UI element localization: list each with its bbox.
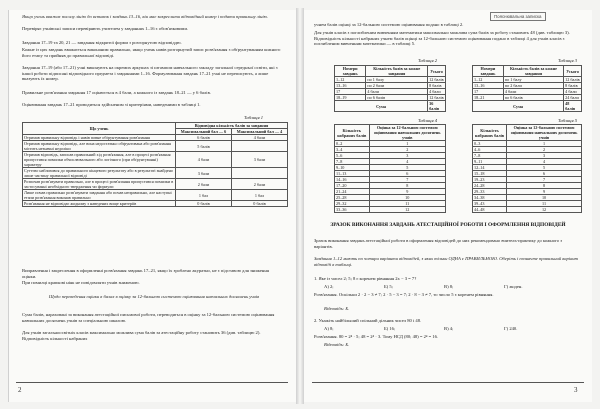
intro-line-2: Перевіряє учнівські записи перевіряють учителем у завданнях 1–16 є обов'язковими. (22, 26, 189, 31)
table-cell: 44–48 (473, 207, 507, 213)
table-cell: Сума (473, 101, 564, 112)
paragraph: Кожне із цих завдань вважається виконаним правильно, якщо учень навів розгорнутий запис розв'язання з обґрунтуванням кожного його етапу та прийняв до правильної відповіді. (22, 47, 281, 58)
task-1-answer: Відповідь: Б. (324, 306, 350, 311)
table-cell: 9–11 (473, 159, 507, 165)
table3-caption: Таблиця 3 (558, 58, 578, 63)
table-cell: 12–14 (473, 165, 507, 171)
table-cell: 3 (507, 153, 582, 159)
table1-caption: Таблиця 1 (244, 115, 264, 120)
table-header: Кількість балів за кожне завдання (366, 66, 428, 77)
table-cell: 29–32 (335, 201, 370, 207)
points-table-standard (334, 65, 446, 112)
task-1-question: 1. Яке із чисел 2; 5; 8 є коренем рівняння 2x − 3 = 7? (314, 276, 417, 281)
part-instruction: Завдання 1–12 мають по чотири варіанти відповідей, з яких тільки ОДНА є ПРАВИЛЬНОЮ. Оберіть і позначте правильний варіант відповіді в таблиці. (314, 256, 578, 267)
table-header: Кількість набраних балів (473, 125, 507, 141)
table-cell: 12 (369, 207, 446, 213)
table-row (473, 207, 582, 213)
table-cell: 4 бали (428, 89, 446, 95)
table-cell: 0–3 (473, 141, 507, 147)
table-cell: 12 (507, 207, 582, 213)
table-header: Оцінка за 12-бальною системою оцінювання навчальних досягнень учнів (507, 125, 582, 141)
table-cell: 4 бали (232, 135, 288, 141)
table-cell: 0 балів (176, 201, 232, 207)
table-row (335, 101, 446, 112)
closing-paragraph: Для учнів загальноосвітніх класів максимально можлива сума балів за атестаційну роботу становить 36 (див. таблицю 2). Відповідність кількості набраних (22, 330, 261, 341)
task-1-option: В) 8; (444, 284, 454, 289)
table-cell: 33–36 (335, 207, 370, 213)
table-cell: 17 (473, 89, 504, 95)
left-page (8, 10, 296, 402)
table-row (335, 207, 446, 213)
table-cell: 11–13 (335, 171, 370, 177)
table-cell: 18–21 (473, 95, 504, 101)
table-cell: 4 бали (564, 89, 582, 95)
table-cell: 2 бали (232, 179, 288, 190)
table-cell: 1 (507, 141, 582, 147)
intro-line-1: Якщо учень вважає посилу лінію до вставок і завдань 13–16, він має закреслити відповідний номер і подати правильну лінію. (22, 14, 269, 19)
italic-heading: Щодо переведення оцінки в балах в оцінку за 12-бальною системою оцінювання навчальних досягнень учнів (48, 294, 260, 299)
table-cell: 4 бали (503, 89, 563, 95)
right-page (304, 10, 592, 402)
table-row (23, 168, 288, 179)
paragraph: Оцінювання завдань 17–21 проводиться здійсненим зі критеріями, наведеними в таблиці 1. (22, 102, 201, 107)
grade-conversion-table-standard (334, 124, 446, 213)
page-number: 2 (18, 386, 22, 394)
table-header: Оцінка за 12-бальною системою оцінювання навчальних досягнень учнів (369, 125, 446, 141)
table-cell: 7–8 (335, 159, 370, 165)
table-header: Усього (428, 66, 446, 77)
after-line: При помилці крапкові ніяк не повідомляти учнів зниженою. (22, 280, 140, 285)
table-cell: 3 (369, 153, 446, 159)
table-cell: 9–10 (335, 165, 370, 171)
table-cell: 1 бал (232, 190, 288, 201)
table-row (23, 152, 288, 168)
table-cell: 21–24 (335, 189, 370, 195)
task-2-option: В) 4; (444, 326, 454, 331)
table-cell: 5 (369, 165, 446, 171)
table-cell: Суттєво наблизився до правильного кінцевого результату або в результаті знайдено лише частину правильної відповіді (23, 168, 176, 179)
table-cell: 6 балів (176, 135, 232, 141)
section-header-badge: Пояснювальна записка (490, 12, 546, 21)
task-2-question: 2. Укажіть найбільший спільний дільник чисел 80 і 48. (314, 318, 422, 323)
task-1-option: Б) 5; (384, 284, 393, 289)
table-cell: 5 балів (176, 141, 232, 152)
table-cell: 19–23 (473, 177, 507, 183)
table-cell: 1 бал (176, 190, 232, 201)
table-cell: 24–28 (473, 183, 507, 189)
table-cell: 8 балів (428, 83, 446, 89)
paragraph: Правильне розв'язання завдання 17 оцінюється в 4 бали, а кожного із завдань 18–21 — у 6 балів. (22, 90, 211, 95)
task-2-solution: Розв'язання. 80 = 2⁴ · 5; 48 = 2⁴ · 3. Тому НСД (80; 48) = 2⁴ = 16. (314, 334, 439, 339)
table-cell: 10 (507, 195, 582, 201)
table-cell: 12 балів (565, 77, 580, 82)
points-table-advanced (472, 65, 582, 112)
table-cell: 1–12 (473, 77, 504, 83)
table-cell: 4 бали (176, 152, 232, 168)
table-cell: 12 балів (429, 77, 444, 82)
table5-caption: Таблиця 5 (558, 118, 578, 123)
table-cell: 15–18 (473, 171, 507, 177)
table-cell: по 6 балів (503, 95, 563, 101)
table-cell: 5 (507, 165, 582, 171)
table-cell: 4–6 (473, 147, 507, 153)
table-cell: Отримав правильну відповідь, але вона недостатньо обґрунтована або розв'язання містить незначні недоліки (23, 141, 176, 152)
table4-caption: Таблиця 4 (418, 118, 438, 123)
table-cell (232, 141, 288, 152)
table-cell: Сума (335, 101, 428, 112)
task-2-option: Б) 16; (384, 326, 396, 331)
table-cell: 24 бали (564, 95, 582, 101)
table-cell: 9 (507, 189, 582, 195)
table-cell: 2 (369, 147, 446, 153)
table-cell: 3 бали (232, 152, 288, 168)
table-cell: 11 (369, 201, 446, 207)
paragraph: Завдання 17–19 та 20, 21 — завдання відкритої форми з розгорнутою відповіддю. (22, 40, 182, 45)
table-header: Номери завдань (473, 66, 504, 77)
table-cell: 8 (369, 183, 446, 189)
table-cell: Лише почав правильно розв'язувати завдання або почав неправильно, але наступні етапи розв'язання виконав правильно (23, 190, 176, 201)
table-cell: 17 (335, 89, 366, 95)
table-cell: 4 (507, 159, 582, 165)
table1-header: Максимальний бал — 6 (176, 129, 232, 135)
intro-line: Для учнів класів з поглибленим вивченням математики максимально можлива сума балів за роботу становить 48 (див. таблицю 3). Відповідність кількості набраних учнем балів оцінці за 12-бальною системою оцінювання подано в таблиці 4 для учнів класів з поглибленим вивченням математики — в таблиці 5. (314, 30, 570, 47)
table-header: Усього (564, 66, 582, 77)
task-1-solution: Розв'язання. Оскільки 2 · 2 − 3 ≠ 7; 2 · 5 − 3 = 7; 2 · 8 − 3 ≠ 7, то число 5 є коренем рівняння. (314, 292, 494, 297)
table-cell: по 6 балів (366, 95, 428, 101)
table-cell: 8 балів (564, 83, 582, 89)
table-cell: Розпочав розв'язувати правильно, але в процесі розв'язання припустився помилки в застосуванні необхідного твердження чи формули (23, 179, 176, 190)
task-2-option: Г) 240. (504, 326, 518, 331)
table-cell: 2 бали (176, 179, 232, 190)
table-cell: 8 (507, 183, 582, 189)
table-cell: 7 (369, 177, 446, 183)
table-cell: 5–6 (335, 153, 370, 159)
table-cell: Отримав правильну відповідь і навів повне обґрунтування розв'язання (23, 135, 176, 141)
table-cell: 4 (369, 159, 446, 165)
task-2-answer: Відповідь: Б. (324, 342, 350, 347)
table-cell: 10 (369, 195, 446, 201)
task-2-option: А) 8; (324, 326, 334, 331)
table-header: Номери завдань (335, 66, 366, 77)
table-cell: по 1 балу (366, 77, 428, 83)
table-cell: 7–8 (473, 153, 507, 159)
table-cell: 7 (507, 177, 582, 183)
task-1-option: А) 2; (324, 284, 334, 289)
table-cell: 36 балів (428, 101, 446, 112)
table-row (23, 141, 288, 152)
table-cell: 6 (507, 171, 582, 177)
table-cell: 6 (369, 171, 446, 177)
footer-rule (16, 382, 288, 383)
table-row (23, 201, 288, 207)
paragraph: Завдання 17–19 (або 17–21) учні виконують на окремих аркушах зі штампом навчального закладу загальної середньої освіти, які з іншої роботи підписані відповідного предмета і завданнями 1–16. Формулювання завдань 17–21 учні не переписують, а лише вказують їх номер. (22, 65, 278, 82)
table-row (23, 179, 288, 190)
after-line: Виправлення і закреслення в оформленні розв'язання завдань 17–21, якщо їх зроблено акуратно, не є підставою для зниження оцінки. (22, 268, 269, 279)
task-1-option: Г) жоден. (504, 284, 523, 289)
closing-paragraph: Сума балів, нараховані за виконання атестаційної письмової роботи, переводяться в оцінку за 12-бальною системою оцінювання навчальних досягнень учнів за спеціальною шкалою. (22, 312, 275, 323)
grade-conversion-table-advanced (472, 124, 582, 213)
section-intro: Зразок виконання завдань атестаційної роботи в оформлення відповідей до них рекомендовано вчитель-практику до кожного з варіантів. (314, 238, 563, 249)
table-cell: 4 бали (366, 89, 428, 95)
table-header: Кількість набраних балів (335, 125, 370, 141)
section-title: ЗРАЗОК ВИКОНАННЯ ЗАВДАНЬ АТЕСТАЦІЙНОЇ РОБОТИ І ОФОРМЛЕННЯ ВІДПОВІДЕЙ (330, 222, 566, 228)
table-cell: 0 балів (232, 201, 288, 207)
table-cell: по 1 балу (503, 77, 563, 83)
table-cell: по 2 бали (366, 83, 428, 89)
table-cell: 11 (507, 201, 582, 207)
table-cell: 12 балів (429, 95, 444, 100)
table-cell: 3–4 (335, 147, 370, 153)
table1-header: Відповідна кількість балів за завдання (176, 123, 288, 129)
table-cell: по 2 бали (503, 83, 563, 89)
table-cell (232, 168, 288, 179)
footer-rule (312, 382, 584, 383)
table-cell: 9 (369, 189, 446, 195)
table-cell: 3 бали (176, 168, 232, 179)
table-cell: 39–43 (473, 201, 507, 207)
table-cell: 14–16 (335, 177, 370, 183)
table-cell: 48 балів (564, 101, 582, 112)
table-cell: 1–12 (335, 77, 366, 83)
table1-header: Що учень (23, 123, 176, 135)
page-number: 3 (574, 386, 578, 394)
table-cell: 17–20 (335, 183, 370, 189)
table-cell: 34–38 (473, 195, 507, 201)
intro-line: учнем балів оцінці за 12-бальною системою оцінювання подано в таблиці 2. (314, 22, 464, 27)
table1-header: Максимальний бал — 4 (232, 129, 288, 135)
table-cell: 0–2 (335, 141, 370, 147)
table-row (23, 190, 288, 201)
table2-caption: Таблиця 2 (418, 58, 438, 63)
table-cell: 29–33 (473, 189, 507, 195)
book-gutter (296, 8, 304, 404)
table-cell: 18–19 (335, 95, 366, 101)
table-header: Кількість балів за кожне завдання (503, 66, 563, 77)
table-cell: 13–16 (335, 83, 366, 89)
table-cell: 13–16 (473, 83, 504, 89)
scoring-criteria-table (22, 122, 288, 207)
table-cell: 2 (507, 147, 582, 153)
table-cell: Отримав відповідь, записав правильний хід розв'язання, але в процесі розв'язання припустився помилки обчислювального або логічного (при обґрунтуванні) характеру (23, 152, 176, 168)
table-cell: 1 (369, 141, 446, 147)
table-row (473, 101, 582, 112)
table-cell: Розв'язання не відповідає жодному з наведених вище критеріїв (23, 201, 176, 207)
table-cell: 25–28 (335, 195, 370, 201)
